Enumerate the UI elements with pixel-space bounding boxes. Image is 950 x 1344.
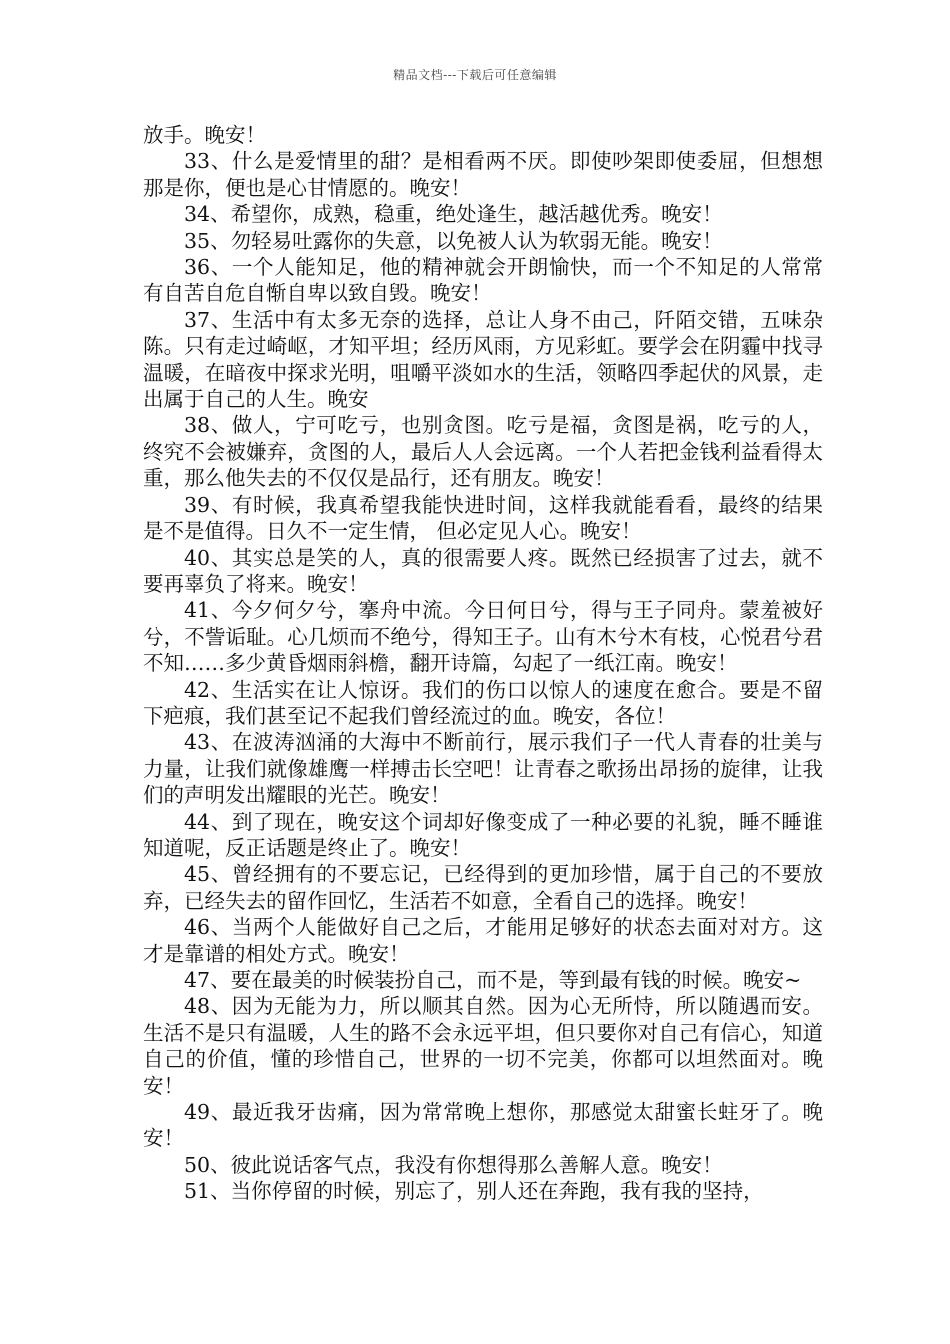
paragraph: 51、当你停留的时候，别忘了，别人还在奔跑，我有我的坚持，: [184, 1179, 764, 1204]
paragraph: 50、彼此说话客气点，我没有你想得那么善解人意。晚安！: [184, 1152, 723, 1177]
paragraph: 48、因为无能为力，所以顺其自然。因为心无所恃，所以随遇而安。生活不是只有温暖，人生的路不会永远平坦，但只要你对自己有信心，知道自己的价值，懂的珍惜自己，世界的一切不完美，你都可以坦然面对。晚安！: [143, 994, 823, 1098]
paragraph: 38、做人，宁可吃亏，也别贪图。吃亏是福，贪图是祸，吃亏的人，终究不会被嫌弃，贪图的人，最后人人会远离。一个人若把金钱利益看得太重，那么他失去的不仅仅是品行，还有朋友。晚安！: [143, 413, 823, 491]
paragraph: 43、在波涛汹涌的大海中不断前行，展示我们子一代人青春的壮美与力量，让我们就像雄鹰一样搏击长空吧！让青春之歌扬出昂扬的旋律，让我们的声明发出耀眼的光芒。晚安！: [143, 730, 823, 808]
paragraph: 49、最近我牙齿痛，因为常常晚上想你，那感觉太甜蜜长蛀牙了。晚安！: [143, 1100, 823, 1151]
paragraph: 39、有时候，我真希望我能快进时间，这样我就能看看，最终的结果是不是值得。日久不一定生情， 但必定见人心。晚安！: [143, 492, 823, 544]
document-body: [143, 122, 823, 1205]
paragraph: 45、曾经拥有的不要忘记，已经得到的更加珍惜，属于自己的不要放弃，已经失去的留作回忆，生活若不如意，全看自己的选择。晚安！: [143, 862, 823, 913]
paragraph: 35、勿轻易吐露你的失意，以免被人认为软弱无能。晚安！: [184, 228, 723, 253]
paragraph: 42、生活实在让人惊讶。我们的伤口以惊人的速度在愈合。要是不留下疤痕，我们甚至记不起我们曾经流过的血。晚安，各位！: [143, 677, 823, 728]
paragraph: 44、到了现在，晚安这个词却好像变成了一种必要的礼貌，睡不睡谁知道呢，反正话题是终止了。晚安！: [143, 809, 823, 860]
paragraph: 37、生活中有太多无奈的选择，总让人身不由己，阡陌交错，五味杂陈。只有走过崎岖，才知平坦；经历风雨，方见彩虹。要学会在阴霾中找寻温暖，在暗夜中探求光明，咀嚼平淡如水的生活，领略四季起伏的风景，走出属于自己的人生。晚安: [143, 307, 823, 412]
paragraph: 41、今夕何夕兮，搴舟中流。今日何日兮，得与王子同舟。蒙羞被好兮，不訾诟耻。心几烦而不绝兮，得知王子。山有木兮木有枝，心悦君兮君不知……多少黄昏烟雨斜檐，翻开诗篇，勾起了一纸江南。晚安！: [143, 598, 823, 676]
paragraph: 34、希望你，成熟，稳重，绝处逢生，越活越优秀。晚安！: [184, 202, 723, 227]
page-header: 精品文档---下载后可任意编辑: [393, 68, 557, 82]
paragraph: 36、一个人能知足，他的精神就会开朗愉快，而一个不知足的人常常有自苦自危自惭自卑以致自毁。晚安！: [143, 255, 823, 306]
paragraph: 40、其实总是笑的人，真的很需要人疼。既然已经损害了过去，就不要再辜负了将来。晚安！: [143, 545, 823, 596]
paragraph: 47、要在最美的时候装扮自己，而不是，等到最有钱的时候。晚安~: [184, 968, 802, 992]
paragraph: 46、当两个人能做好自己之后，才能用足够好的状态去面对对方。这才是靠谱的相处方式。晚安！: [143, 915, 823, 966]
paragraph: 放手。晚安！: [143, 123, 266, 147]
paragraph: 33、什么是爱情里的甜？是相看两不厌。即使吵架即使委屈，但想想那是你，便也是心甘情愿的。晚安！: [143, 149, 823, 200]
